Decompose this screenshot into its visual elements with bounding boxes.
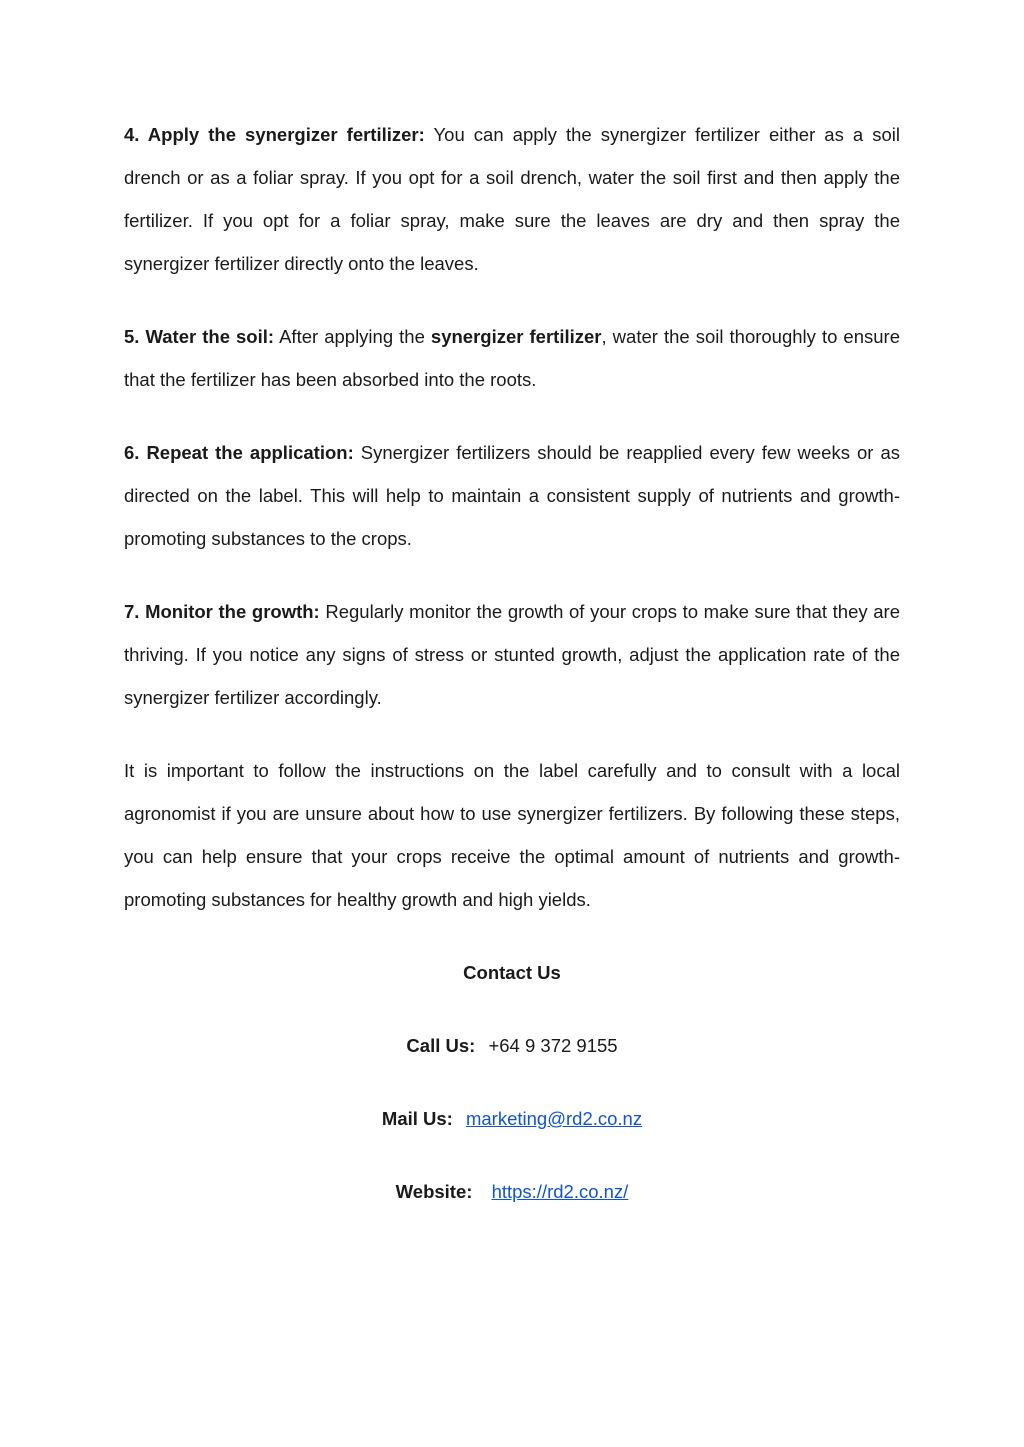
closing-paragraph: It is important to follow the instructions on the label carefully and to consult with a local agronomist if you are unsure about how to use synergizer fertilizers. By following these steps, you can help ensure that your crops receive the optimal amount of nutrients and growth-promoting substances for healthy growth and high yields.	[124, 760, 900, 910]
mail-row	[124, 1097, 900, 1140]
step-6-heading: 6. Repeat the application:	[124, 442, 354, 463]
website-label: Website:	[395, 1181, 473, 1202]
contact-section	[124, 951, 900, 1213]
step-4-text: You can apply the synergizer fertilizer either as a soil drench or as a foliar spray. If you opt for a soil drench, water the soil first and then apply the fertilizer. If you opt for a foliar spray, make sure the leaves are dry and then spray the synergizer fertilizer directly onto the leaves.	[124, 124, 900, 274]
step-5-text-before: After applying the	[274, 326, 431, 347]
call-row	[124, 1024, 900, 1067]
step-7-heading: 7. Monitor the growth:	[124, 601, 320, 622]
website-link[interactable]: https://rd2.co.nz/	[491, 1181, 629, 1202]
step-6-paragraph	[124, 431, 900, 560]
step-5-paragraph	[124, 315, 900, 401]
email-link[interactable]: marketing@rd2.co.nz	[465, 1108, 643, 1129]
contact-title: Contact Us	[463, 962, 561, 983]
website-row	[124, 1170, 900, 1213]
mail-label: Mail Us:	[381, 1108, 453, 1129]
step-5-heading: 5. Water the soil:	[124, 326, 275, 347]
step-7-text: Regularly monitor the growth of your crops to make sure that they are thriving. If you notice any signs of stress or stunted growth, adjust the application rate of the synergizer fertilizer accordingly.	[124, 601, 900, 708]
step-5-emphasis: synergizer fertilizer	[430, 326, 602, 347]
call-label: Call Us:	[406, 1035, 476, 1056]
step-4-heading: 4. Apply the synergizer fertilizer:	[124, 124, 425, 145]
step-5-text-after: , water the soil thoroughly to ensure that the fertilizer has been absorbed into the roots.	[124, 326, 900, 390]
phone-number: +64 9 372 9155	[488, 1035, 618, 1056]
step-7-paragraph	[124, 590, 900, 719]
step-6-text: Synergizer fertilizers should be reapplied every few weeks or as directed on the label. This will help to maintain a consistent supply of nutrients and growth-promoting substances to the crops.	[124, 442, 900, 549]
step-4-paragraph	[124, 113, 900, 285]
document-page	[124, 113, 900, 1243]
